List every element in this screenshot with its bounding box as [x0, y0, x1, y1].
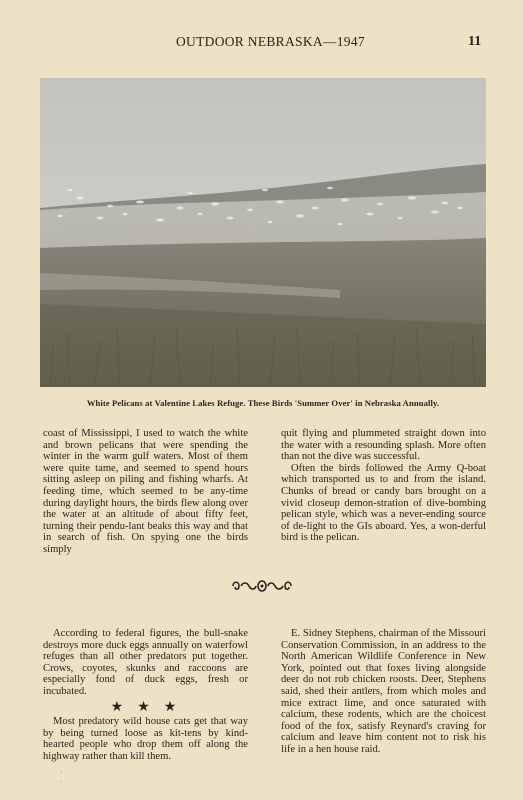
margin-speck: · — [60, 768, 63, 776]
paragraph: According to federal figures, the bull-snake destroys more duck eggs annually on waterfowl refuges than all other predators put together. Crows, coyotes, skunks and raccoons are especially fond of duck eggs, fresh or incubated. — [43, 628, 248, 697]
margin-speck: · — [60, 778, 63, 786]
paragraph: quit flying and plummeted straight down into the water with a resounding splash. More often than not the dive was successful. — [281, 428, 486, 463]
magazine-title: OUTDOOR NEBRASKA—1947 — [176, 34, 365, 49]
page-number: 11 — [468, 34, 482, 49]
running-header — [0, 34, 523, 54]
article-top-left-column — [43, 428, 248, 556]
scroll-ornament-icon — [229, 578, 295, 594]
pelican-photo — [40, 78, 486, 387]
paragraph: coast of Mississippi, I used to watch the white and brown pelicans that were spending the winter in the warm gulf waters. Most of them were quite tame, and seemed to spend hours sitting asleep on piling and fishing wharfs. At feeding time, which seemed to be any-time during daylight hours, the birds flew along over the water at an altitude of about fifty feet, turning their pendu-lant beaks this way and that in search of fish. On spying one the birds simply — [43, 428, 248, 555]
paragraph: Often the birds followed the Army Q-boat which transported us to and from the island. Chunks of bread or candy bars brought on a vivid closeup demon-stration of dive-bombing pelican style, which was a never-ending source of de-light to the GIs aboard. Yes, a won-derful bird is the pelican. — [281, 462, 486, 544]
star-divider: ★★★ — [110, 699, 191, 715]
photo-caption: White Pelicans at Valentine Lakes Refuge. These Birds 'Summer Over' in Nebraska Annually. — [86, 398, 440, 408]
pelican-photo-illustration — [40, 78, 486, 387]
section-divider-ornament — [229, 578, 295, 594]
paragraph: Most predatory wild house cats get that way by being turned loose as kit-tens by kind-hearted people who drop them off along the highway rather than kill them. — [43, 716, 248, 762]
paragraph: E. Sidney Stephens, chairman of the Missouri Conservation Commission, in an address to the North American Wildlife Conference in New York, pointed out that foxes living alongside deer do not rob chicken roosts. Deer, Stephens said, shed their antlers, from which moles and mice extract lime, and once saturated with calcium, these rodents, which are the choicest food of the fox, satisfy Reynard's craving for calcium and leave him content not to risk his life in a hen house raid. — [281, 628, 486, 755]
article-top-right-column — [281, 428, 486, 544]
article-bottom-left-column — [43, 628, 248, 763]
article-bottom-right-column — [281, 628, 486, 756]
